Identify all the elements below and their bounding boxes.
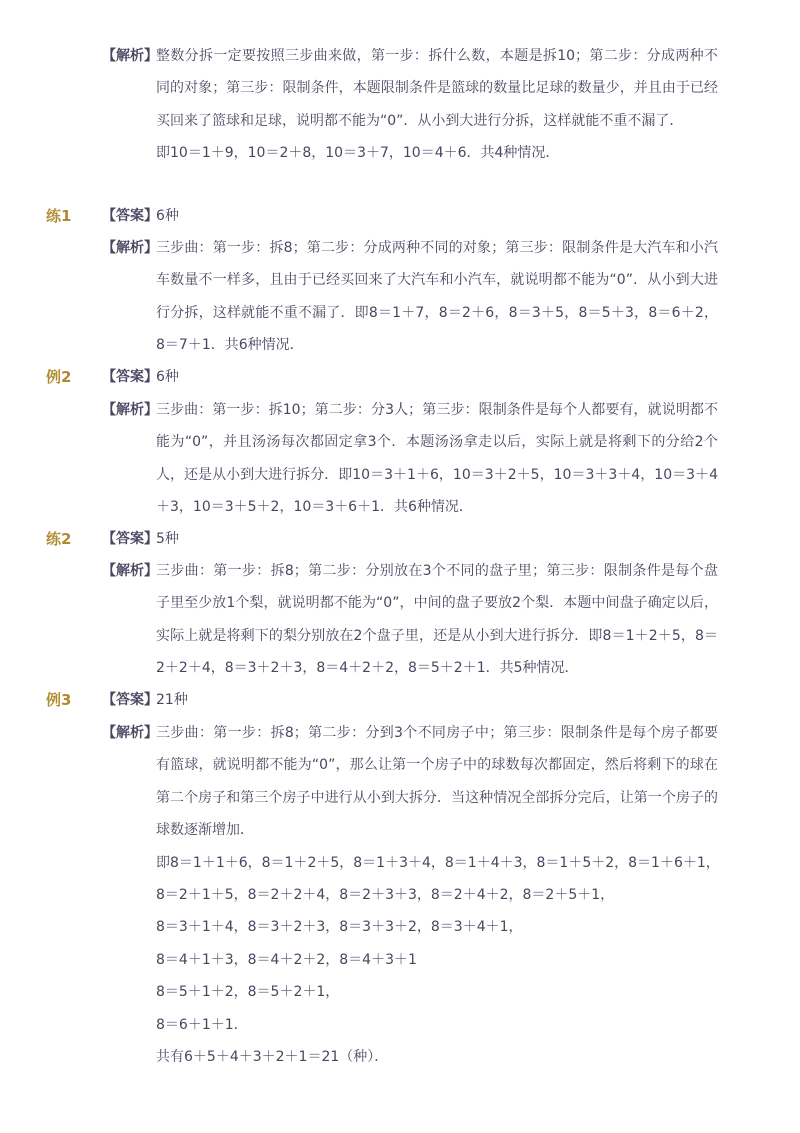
analysis-paragraph: 整数分拆一定要按照三步曲来做，第一步：拆什么数，本题是拆10；第二步：分成两种不同的对象；第三步：限制条件，本题限制条件是篮球的数量比足球的数量少，并且由于已经买回来了篮球和足球，说明都不能为“0”．从小到大进行分拆，这样就能不重不漏了． bbox=[156, 48, 718, 129]
analysis-equation-line: 即10＝1＋9，10＝2＋8，10＝3＋7，10＝4＋6．共4种情况． bbox=[156, 145, 560, 162]
analysis-tag: 【解析】 bbox=[102, 402, 158, 418]
equation-line: 8＝4＋1＋3，8＝4＋2＋2，8＝4＋3＋1 bbox=[156, 951, 417, 968]
answer-text: 6种 bbox=[156, 208, 179, 224]
answer-tag: 【答案】 bbox=[102, 692, 158, 708]
analysis-text bbox=[156, 40, 718, 170]
analysis-text: 三步曲：第一步：拆8；第二步：分成两种不同的对象；第三步：限制条件是大汽车和小汽车数量不一样多，且由于已经买回来了大汽车和小汽车，就说明都不能为“0”．从小到大进行分拆，这样就能不重不漏了．即8＝1＋7，8＝2＋6，8＝3＋5，8＝5＋3，8＝6＋2，8＝7＋1．共6种情况． bbox=[156, 240, 718, 354]
problem-number: 练2 bbox=[46, 530, 72, 548]
answer-text: 21种 bbox=[156, 692, 188, 708]
equation-line: 即8＝1＋1＋6，8＝1＋2＋5，8＝1＋3＋4，8＝1＋4＋3，8＝1＋5＋2，8＝1＋6＋1， bbox=[156, 854, 720, 871]
analysis-tag: 【解析】 bbox=[102, 563, 158, 579]
equation-line: 8＝3＋1＋4，8＝3＋2＋3，8＝3＋3＋2，8＝3＋4＋1， bbox=[156, 919, 523, 936]
answer-tag: 【答案】 bbox=[102, 531, 158, 547]
answer-tag: 【答案】 bbox=[102, 208, 158, 224]
analysis-text: 三步曲：第一步：拆8；第二步：分别放在3个不同的盘子里；第三步：限制条件是每个盘子里至少放1个梨，就说明都不能为“0”，中间的盘子要放2个梨．本题中间盘子确定以后，实际上就是将剩下的梨分别放在2个盘子里，还是从小到大进行拆分．即8＝1＋2＋5，8＝2＋2＋4，8＝3＋2＋3，8＝4＋2＋2，8＝5＋2＋1．共5种情况． bbox=[156, 563, 718, 677]
answer-tag: 【答案】 bbox=[102, 369, 158, 385]
analysis-tag: 【解析】 bbox=[102, 725, 158, 741]
equation-line: 8＝5＋1＋2，8＝5＋2＋1， bbox=[156, 984, 340, 1001]
problem-number: 练1 bbox=[46, 207, 72, 225]
analysis-text: 三步曲：第一步：拆10；第二步：分3人；第三步：限制条件是每个人都要有，就说明都不能为“0”，并且汤汤每次都固定拿3个．本题汤汤拿走以后，实际上就是将剩下的分给2个人，还是从小到大进行拆分．即10＝3＋1＋6，10＝3＋2＋5，10＝3＋3＋4，10＝3＋4＋3，10＝3＋5＋2，10＝3＋6＋1．共6种情况． bbox=[156, 402, 718, 516]
problem-number: 例3 bbox=[46, 691, 72, 709]
analysis-text bbox=[156, 717, 718, 1073]
problem-number: 例2 bbox=[46, 368, 72, 386]
answer-text: 5种 bbox=[156, 531, 179, 547]
analysis-tag: 【解析】 bbox=[102, 48, 158, 64]
equation-line: 8＝6＋1＋1． bbox=[156, 1016, 248, 1033]
equation-line: 8＝2＋1＋5，8＝2＋2＋4，8＝2＋3＋3，8＝2＋4＋2，8＝2＋5＋1， bbox=[156, 887, 615, 904]
answer-text: 6种 bbox=[156, 369, 179, 385]
total-line: 共有6＋5＋4＋3＋2＋1＝21（种）． bbox=[156, 1049, 389, 1066]
analysis-paragraph: 三步曲：第一步：拆8；第二步：分到3个不同房子中；第三步：限制条件是每个房子都要有篮球，就说明都不能为“0”，那么让第一个房子中的球数每次都固定，然后将剩下的球在第二个房子和第三个房子中进行从小到大拆分．当这种情况全部拆分完后，让第一个房子的球数逐渐增加． bbox=[156, 725, 718, 839]
analysis-tag: 【解析】 bbox=[102, 240, 158, 256]
